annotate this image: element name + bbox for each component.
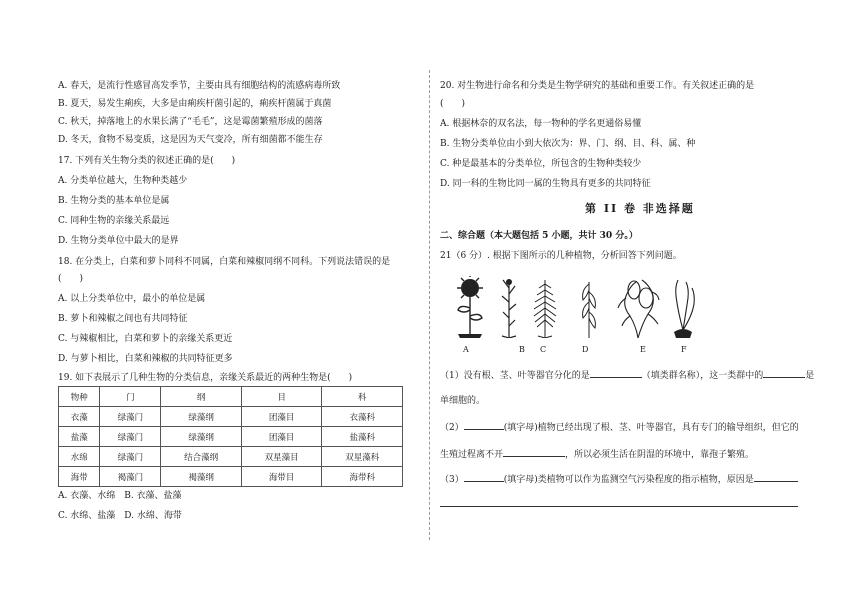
section-title: 第 II 卷 非选择题 bbox=[585, 202, 695, 215]
table-cell: 褐藻门 bbox=[100, 467, 161, 487]
plant-label-a: A bbox=[463, 345, 469, 354]
q18-option-b: B. 萝卜和辣椒之间也有共同特征 bbox=[58, 314, 188, 324]
q18-option-c: C. 与辣椒相比，白菜和萝卜的亲缘关系更近 bbox=[58, 334, 233, 344]
table-header: 物种 bbox=[59, 387, 100, 407]
table-header: 门 bbox=[100, 387, 161, 407]
table-cell: 绿藻纲 bbox=[161, 407, 242, 427]
table-cell: 海带 bbox=[59, 467, 100, 487]
plant-label-f: F bbox=[681, 345, 687, 354]
fern-plant-icon bbox=[530, 276, 560, 338]
table-header-row bbox=[59, 387, 403, 407]
table-header: 目 bbox=[241, 387, 322, 407]
q19-options-line1: A. 衣藻、水绵 B. 衣藻、盐藻 bbox=[58, 491, 182, 501]
q17-stem: 17. 下列有关生物分类的叙述正确的是( ) bbox=[58, 156, 236, 166]
plant-label-c: C bbox=[540, 345, 547, 354]
table-cell: 水绵 bbox=[59, 447, 100, 467]
q20-stem-line2: ( ) bbox=[440, 99, 466, 109]
sunflower-plant-icon bbox=[452, 276, 488, 338]
table-cell: 结合藻纲 bbox=[161, 447, 242, 467]
table-cell: 海带目 bbox=[241, 467, 322, 487]
q19-stem: 19. 如下表展示了几种生物的分类信息，亲缘关系最近的两种生物是( ) bbox=[58, 373, 353, 383]
moss-plant-icon bbox=[496, 276, 522, 338]
q20-option-b: B. 生物分类单位由小到大依次为：界、门、纲、目、科、属、种 bbox=[440, 139, 696, 149]
table-cell: 盐藻 bbox=[59, 427, 100, 447]
liverwort-plant-icon bbox=[578, 276, 600, 338]
q21-stem: 21（6 分）. 根据下图所示的几种植物，分析回答下列问题。 bbox=[440, 251, 682, 261]
q21-part2-text-c: 生殖过程离不开 bbox=[440, 450, 504, 460]
table-cell: 绿藻门 bbox=[100, 427, 161, 447]
q21-part3-text-b: (填字母)类植物可以作为监测空气污染程度的指示植物，原因是 bbox=[503, 475, 754, 485]
table-header: 纲 bbox=[161, 387, 242, 407]
table-cell: 海带科 bbox=[322, 467, 403, 487]
q20-stem-line1: 20. 对生物进行命名和分类是生物学研究的基础和重要工作。有关叙述正确的是 bbox=[440, 81, 755, 91]
answer-blank bbox=[464, 472, 504, 482]
q21-part2-text-a: （2） bbox=[440, 423, 464, 433]
table-cell: 绿藻纲 bbox=[161, 427, 242, 447]
table-row bbox=[59, 407, 403, 427]
table-cell: 绿藻门 bbox=[100, 447, 161, 467]
q21-part1-text-d: 单细胞的。 bbox=[440, 396, 486, 406]
q21-part1-line1 bbox=[440, 368, 814, 382]
table-cell: 褐藻纲 bbox=[161, 467, 242, 487]
q16-option-b: B. 夏天，易发生痢疾，大多是由痢疾杆菌引起的，痢疾杆菌属于真菌 bbox=[58, 99, 332, 109]
q21-part3-line1 bbox=[440, 472, 798, 486]
q18-option-a: A. 以上分类单位中，最小的单位是属 bbox=[58, 294, 206, 304]
seaweed-plant-icon bbox=[616, 276, 660, 338]
q21-part1-text-a: （1）没有根、茎、叶等器官分化的是 bbox=[440, 371, 590, 381]
table-cell: 团藻目 bbox=[241, 407, 322, 427]
q16-option-a: A. 春天，是流行性感冒高发季节，主要由具有细胞结构的流感病毒所致 bbox=[58, 81, 341, 91]
table-cell: 双星藻目 bbox=[241, 447, 322, 467]
q18-option-d: D. 与萝卜相比，白菜和辣椒的共同特征更多 bbox=[58, 354, 233, 364]
kelp-plant-icon bbox=[668, 276, 698, 338]
answer-blank bbox=[763, 368, 805, 378]
q16-option-d: D. 冬天，食物不易变质，这是因为天气变冷，所有细菌都不能生存 bbox=[58, 135, 323, 145]
plant-label-e: E bbox=[640, 345, 646, 354]
q17-option-a: A. 分类单位越大，生物种类越少 bbox=[58, 176, 188, 186]
table-row bbox=[59, 447, 403, 467]
q20-option-d: D. 同一科的生物比同一属的生物具有更多的共同特征 bbox=[440, 179, 651, 189]
answer-blank bbox=[503, 447, 565, 457]
section-heading: 二、综合题（本大题包括 5 小题，共计 30 分。） bbox=[440, 231, 638, 241]
q18-stem-line1: 18. 在分类上，白菜和萝卜同科不同属，白菜和辣椒同纲不同科。下列说法错误的是 bbox=[58, 257, 391, 267]
plant-label-b: B bbox=[519, 345, 525, 354]
column-divider bbox=[429, 70, 430, 540]
q17-option-c: C. 同种生物的亲缘关系最远 bbox=[58, 216, 170, 226]
table-cell: 绿藻门 bbox=[100, 407, 161, 427]
answer-blank bbox=[590, 368, 642, 378]
q20-option-c: C. 种是最基本的分类单位，所包含的生物种类较少 bbox=[440, 159, 642, 169]
classification-table bbox=[58, 386, 403, 487]
answer-line bbox=[440, 506, 798, 507]
answer-blank bbox=[754, 472, 798, 482]
table-row bbox=[59, 467, 403, 487]
table-row bbox=[59, 427, 403, 447]
plant-label-d: D bbox=[582, 345, 589, 354]
q21-part1-text-c: 是 bbox=[805, 371, 815, 381]
q21-part2-text-d: ，所以必须生活在阴湿的环境中，靠孢子繁殖。 bbox=[565, 450, 755, 460]
table-cell: 盐藻科 bbox=[322, 427, 403, 447]
table-cell: 衣藻科 bbox=[322, 407, 403, 427]
q20-option-a: A. 根据林奈的双名法，每一物种的学名更通俗易懂 bbox=[440, 119, 642, 129]
answer-blank bbox=[464, 420, 504, 430]
q17-option-d: D. 生物分类单位中最大的是界 bbox=[58, 236, 179, 246]
table-cell: 衣藻 bbox=[59, 407, 100, 427]
table-cell: 双星藻科 bbox=[322, 447, 403, 467]
q16-option-c: C. 秋天，掉落地上的水果长满了“毛毛”，这是霉菌繁殖形成的菌落 bbox=[58, 117, 323, 127]
table-header: 科 bbox=[322, 387, 403, 407]
q17-option-b: B. 生物分类的基本单位是属 bbox=[58, 196, 170, 206]
q19-options-line2: C. 水绵、盐藻 D. 水绵、海带 bbox=[58, 511, 182, 521]
table-cell: 团藻目 bbox=[241, 427, 322, 447]
q21-part3-text-a: （3） bbox=[440, 475, 464, 485]
q21-part2-text-b: (填字母)植物已经出现了根、茎、叶等器官，具有专门的输导组织，但它的 bbox=[503, 423, 799, 433]
q21-part2-line2 bbox=[440, 447, 754, 461]
q18-stem-line2: ( ) bbox=[58, 274, 84, 284]
q21-part1-text-b: （填类群名称），这一类群中的 bbox=[641, 371, 764, 381]
q21-part2-line1 bbox=[440, 420, 799, 434]
